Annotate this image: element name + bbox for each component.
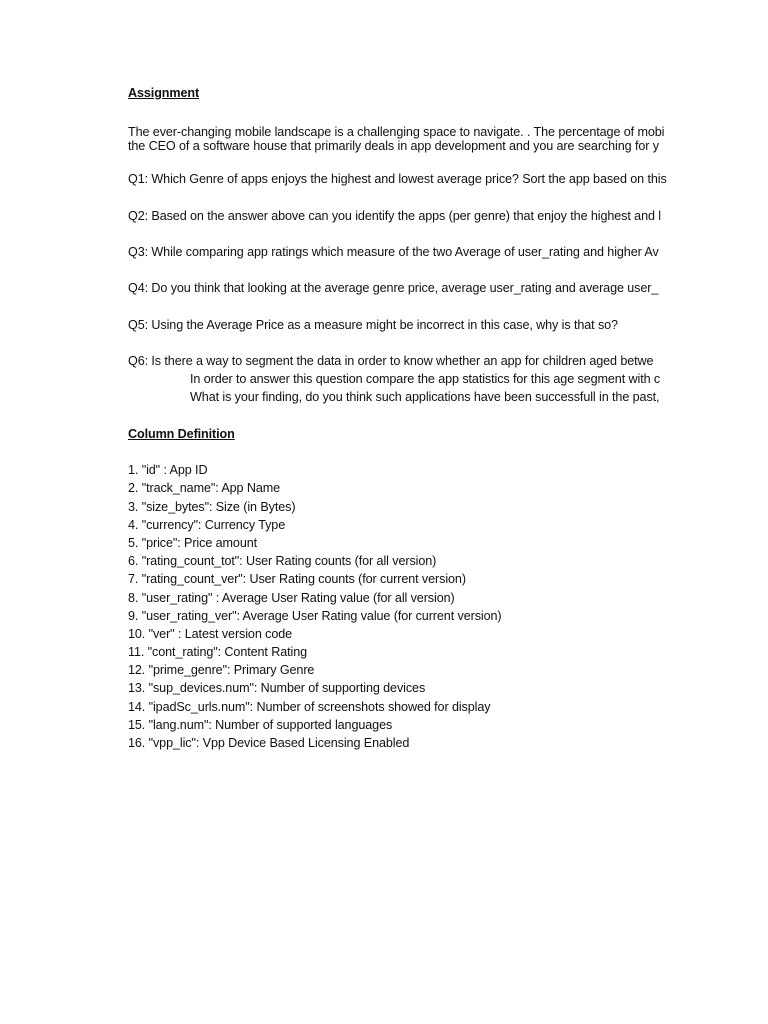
question-q6-subline: In order to answer this question compare the app statistics for this age segment with c [190, 372, 661, 387]
list-item: 12. "prime_genre": Primary Genre [128, 663, 315, 678]
list-item: 9. "user_rating_ver": Average User Rating value (for current version) [128, 608, 502, 623]
question-list [128, 170, 686, 406]
list-item: 7. "rating_count_ver": User Rating counts (for current version) [128, 572, 466, 587]
list-item: 13. "sup_devices.num": Number of supporting devices [128, 681, 426, 696]
list-item: 4. "currency": Currency Type [128, 517, 286, 532]
question-q1: Q1: Which Genre of apps enjoys the highest and lowest average price? Sort the app based on this [128, 172, 667, 187]
list-item: 11. "cont_rating": Content Rating [128, 645, 308, 660]
question-q5: Q5: Using the Average Price as a measure might be incorrect in this case, why is that so? [128, 317, 618, 332]
list-item: 2. "track_name": App Name [128, 481, 281, 496]
question-q4: Q4: Do you think that looking at the average genre price, average user_rating and average user_ [128, 281, 659, 296]
list-item: 8. "user_rating" : Average User Rating value (for all version) [128, 590, 455, 605]
list-item: 5. "price": Price amount [128, 535, 258, 550]
column-definition-list [128, 461, 686, 752]
question-q6-subline: What is your finding, do you think such applications have been successfull in the past, [190, 390, 660, 405]
list-item: 14. "ipadSc_urls.num": Number of screenshots showed for display [128, 699, 491, 714]
assignment-heading: Assignment [128, 86, 200, 100]
document-body [128, 84, 686, 752]
column-definition-heading: Column Definition [128, 426, 235, 441]
intro-paragraph [128, 125, 686, 153]
question-q3: Q3: While comparing app ratings which measure of the two Average of user_rating and higher Av [128, 244, 659, 259]
question-q6: Q6: Is there a way to segment the data in order to know whether an app for children aged betwe [128, 354, 654, 369]
list-item: 15. "lang.num": Number of supported languages [128, 717, 393, 732]
list-item: 16. "vpp_lic": Vpp Device Based Licensing Enabled [128, 736, 410, 750]
list-item: 6. "rating_count_tot": User Rating counts (for all version) [128, 554, 437, 569]
question-q2: Q2: Based on the answer above can you identify the apps (per genre) that enjoy the highest and l [128, 208, 661, 223]
intro-line: The ever-changing mobile landscape is a challenging space to navigate. . The percentage of mobi [128, 125, 665, 140]
list-item: 10. "ver" : Latest version code [128, 626, 293, 641]
list-item: 3. "size_bytes": Size (in Bytes) [128, 499, 296, 514]
intro-line: the CEO of a software house that primarily deals in app development and you are searching for y [128, 139, 659, 154]
list-item: 1. "id" : App ID [128, 463, 208, 478]
